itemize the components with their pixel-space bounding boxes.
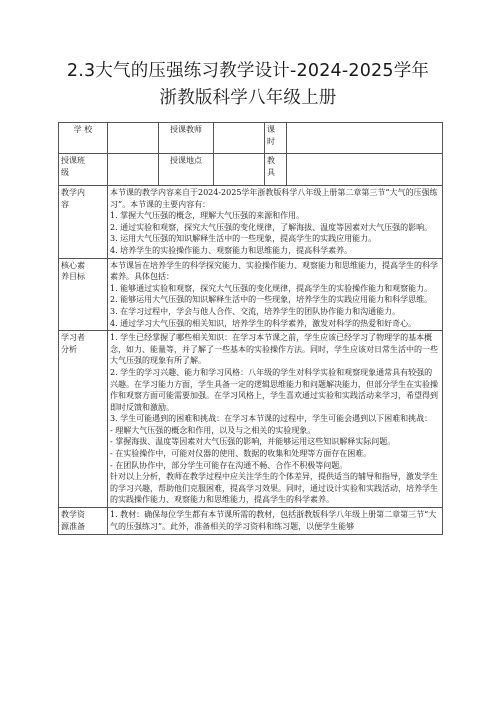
section-line: 本节课旨在培养学生的科学探究能力、实验操作能力、观察能力和思维能力，提高学生的科学素养。具体包括：	[110, 260, 438, 282]
document-title	[0, 58, 496, 112]
section-line: 4. 培养学生的实验操作能力、观察能力和思维能力，提高科学素养。	[110, 245, 353, 255]
section-label-line-2: 源准备	[61, 521, 85, 531]
section-line: 1. 学生已经掌握了哪些相关知识：在学习本节课之前，学生应该已经学习了物理学的基本概念，如力、能量等，并了解了一些基本的实验操作方法。同时，学生应该对日常生活中的一些大气压强的现象有所了解。	[110, 333, 438, 366]
tools-label-line-2: 具	[267, 167, 275, 177]
school-value[interactable]	[108, 123, 159, 154]
section-body	[108, 508, 443, 535]
section-line: 3. 在学习过程中，学会与他人合作、交流，培养学生的团队协作能力和沟通能力。	[110, 306, 401, 316]
section-line: 2. 学生的学习兴趣、能力和学习风格：八年级的学生对科学实验和观察现象通常具有较强的兴趣。在学习能力方面，学生具备一定的逻辑思维能力和问题解决能力，但部分学生在实验操作和观察方面可能需要加强。在学习风格上，学生喜欢通过实验和实践活动来学习，希望得到即时反馈和激励。	[110, 367, 438, 412]
lesson-plan-table	[58, 122, 443, 535]
section-line: 2. 通过实验和观察，探究大气压强的变化规律，了解海拔、温度等因素对大气压强的影响。	[110, 222, 433, 232]
section-line: 2. 能够运用大气压强的知识解释生活中的一些现象，培养学生的实践应用能力和科学思维。	[110, 295, 433, 305]
section-body	[108, 186, 443, 259]
section-body	[108, 331, 443, 508]
title-line-1: 2.3大气的压强练习教学设计-2024-2025学年	[66, 61, 430, 81]
section-line: 4. 通过学习大气压强的相关知识，培养学生的科学素养，激发对科学的热爱和好奇心。	[110, 318, 417, 328]
section-label	[59, 258, 108, 331]
section-teaching-resources	[59, 508, 443, 535]
section-line: 3. 运用大气压强的知识解释生活中的一些现象，提高学生的实践应用能力。	[110, 234, 377, 244]
section-teaching-content	[59, 186, 443, 259]
period-label-line-2: 时	[267, 136, 275, 146]
class-label-line-2: 级	[61, 167, 69, 177]
place-value[interactable]	[214, 154, 265, 186]
section-line: 3. 学生可能遇到的困难和挑战：在学习本节课的过程中，学生可能会遇到以下困难和挑战：	[110, 414, 433, 424]
section-line: 针对以上分析，教师在教学过程中应关注学生的个体差异，提供适当的辅导和指导，激发学生的学习兴趣，帮助他们克服困难，提高学习效果。同时，通过设计实验和实践活动，培养学生的实践操作能力、观察能力和思维能力，提高学生的科学素养。	[110, 472, 438, 505]
header-row-2	[59, 154, 443, 186]
place-label: 授课地点	[159, 154, 214, 186]
section-line: 1. 能够通过实验和观察，探究大气压强的变化规律，提高学生的实验操作能力和观察能力。	[110, 283, 433, 293]
section-body-clip	[110, 509, 440, 533]
section-body	[108, 258, 443, 331]
class-label	[59, 154, 108, 186]
section-core-literacy-goals	[59, 258, 443, 331]
section-label-line-1: 教学资	[61, 510, 85, 520]
section-learner-analysis	[59, 331, 443, 508]
school-label: 学 校	[59, 123, 108, 154]
section-line: - 在团队协作中，部分学生可能存在沟通不畅、合作不积极等问题。	[110, 460, 348, 470]
tools-label-line-1: 教	[267, 156, 275, 165]
section-line: 1. 教材：确保每位学生都有本节课所需的教材，包括浙教版科学八年级上册第二章第三节“大气的压强练习”。此外，准备相关的学习资料和练习题，以便学生能够	[110, 510, 437, 531]
period-value[interactable]	[287, 123, 443, 154]
section-line: 1. 掌握大气压强的概念，理解大气压强的来源和作用。	[110, 211, 305, 221]
section-line: 本节课的教学内容来自于2024-2025学年浙教版科学八年级上册第二章第三节“大气的压强练习”。本节课的主要内容有：	[110, 188, 438, 209]
section-label-line-1: 核心素	[61, 260, 85, 270]
section-label-line-2: 容	[61, 199, 69, 209]
title-line-2: 浙教版科学八年级上册	[159, 88, 337, 108]
section-label	[59, 186, 108, 259]
section-line: - 在实验操作中，可能对仪器的使用、数据的收集和处理等方面存在困难。	[110, 449, 372, 459]
section-label-line-2: 养目标	[61, 272, 85, 282]
tools-label	[265, 154, 287, 186]
header-row-1	[59, 123, 443, 154]
teacher-value[interactable]	[214, 123, 265, 154]
section-line: - 理解大气压强的概念和作用，以及与之相关的实验现象。	[110, 425, 316, 435]
section-label	[59, 508, 108, 535]
teacher-label: 授课教师	[159, 123, 214, 154]
section-label-line-1: 教学内	[61, 188, 85, 197]
section-label	[59, 331, 108, 508]
class-label-line-1: 授课班	[61, 156, 85, 165]
period-label-line-1: 课	[267, 125, 275, 134]
period-label	[265, 123, 287, 154]
class-value[interactable]	[108, 154, 159, 186]
section-line: - 掌握海拔、温度等因素对大气压强的影响，并能够运用这些知识解释实际问题。	[110, 437, 396, 447]
section-label-line-2: 分析	[61, 344, 77, 354]
tools-value[interactable]	[287, 154, 443, 186]
section-label-line-1: 学习者	[61, 333, 85, 343]
